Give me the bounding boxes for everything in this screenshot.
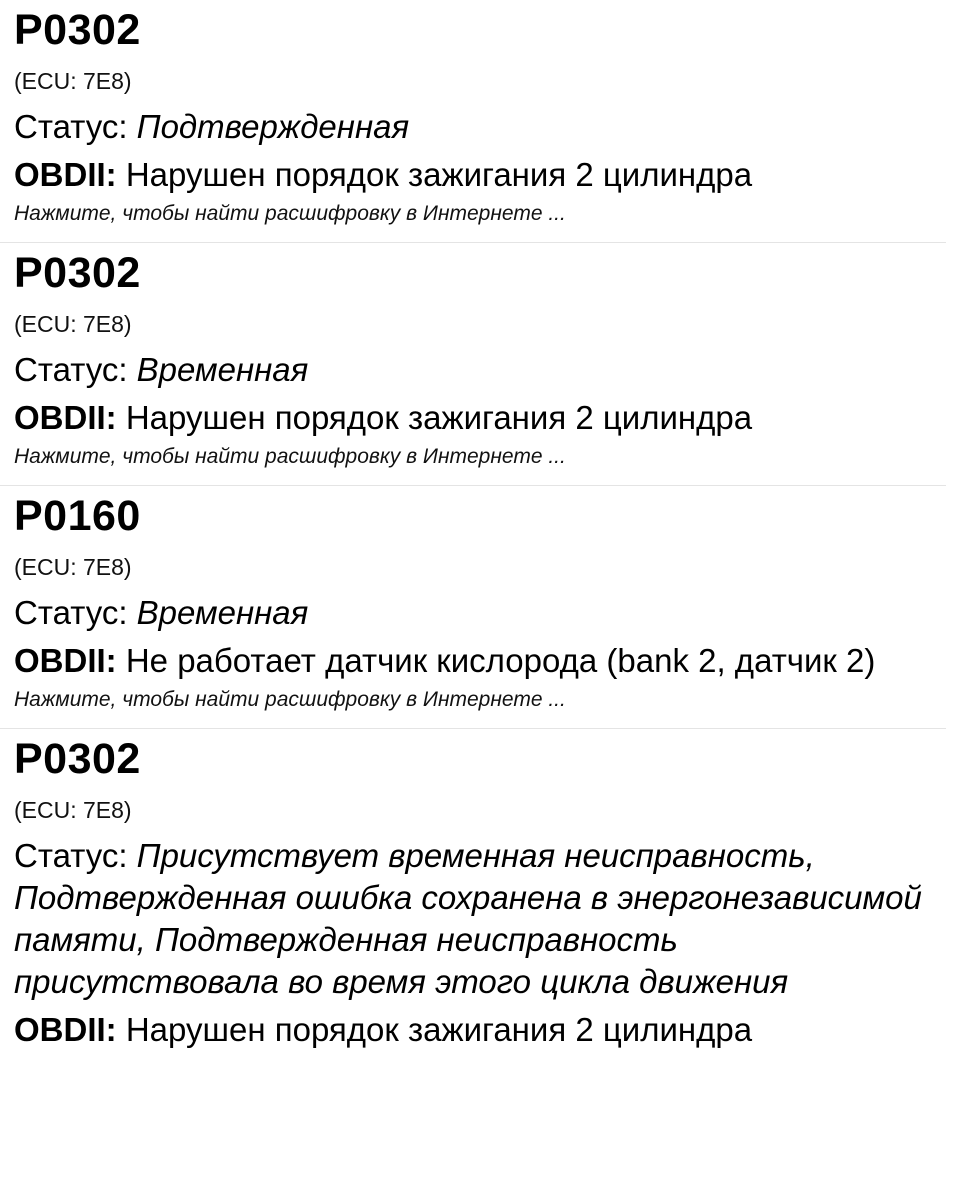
dtc-status-value: Временная xyxy=(136,594,309,631)
dtc-description-prefix: OBDII: xyxy=(14,156,117,193)
dtc-status-label: Статус: xyxy=(14,108,137,145)
dtc-description-prefix: OBDII: xyxy=(14,642,117,679)
dtc-ecu: (ECU: 7E8) xyxy=(14,311,132,337)
dtc-status-value: Присутствует временная неисправность, Подтвержденная ошибка сохранена в энергонезависимой памяти, Подтвержденная неисправность присутствовала во время этого цикла движения xyxy=(14,837,922,1000)
dtc-status-label: Статус: xyxy=(14,837,137,874)
dtc-code: P0302 xyxy=(14,6,141,54)
dtc-description xyxy=(14,154,932,196)
dtc-status-value: Подтвержденная xyxy=(136,108,410,145)
dtc-description-text: Нарушен порядок зажигания 2 цилиндра xyxy=(116,156,753,193)
dtc-description xyxy=(14,640,932,682)
dtc-status xyxy=(14,835,932,1003)
dtc-ecu: (ECU: 7E8) xyxy=(14,68,132,94)
dtc-description-prefix: OBDII: xyxy=(14,1011,117,1048)
dtc-status-label: Статус: xyxy=(14,351,137,388)
dtc-status xyxy=(14,592,932,634)
dtc-item[interactable] xyxy=(0,486,946,729)
dtc-status-value: Временная xyxy=(136,351,309,388)
dtc-item[interactable] xyxy=(0,243,946,486)
dtc-status-label: Статус: xyxy=(14,594,137,631)
dtc-description xyxy=(14,397,932,439)
dtc-code: P0160 xyxy=(14,492,141,540)
dtc-description-prefix: OBDII: xyxy=(14,399,117,436)
dtc-ecu: (ECU: 7E8) xyxy=(14,797,132,823)
dtc-description-text: Нарушен порядок зажигания 2 цилиндра xyxy=(116,1011,753,1048)
dtc-search-hint-link[interactable]: Нажмите, чтобы найти расшифровку в Интернете ... xyxy=(14,445,566,468)
dtc-code: P0302 xyxy=(14,735,141,783)
dtc-status xyxy=(14,106,932,148)
dtc-description-text: Нарушен порядок зажигания 2 цилиндра xyxy=(116,399,753,436)
dtc-ecu: (ECU: 7E8) xyxy=(14,554,132,580)
dtc-search-hint-link[interactable]: Нажмите, чтобы найти расшифровку в Интернете ... xyxy=(14,688,566,711)
dtc-item[interactable] xyxy=(0,0,946,243)
dtc-description xyxy=(14,1009,932,1051)
dtc-status xyxy=(14,349,932,391)
dtc-item[interactable] xyxy=(0,729,946,1051)
dtc-search-hint-link[interactable]: Нажмите, чтобы найти расшифровку в Интернете ... xyxy=(14,202,566,225)
dtc-code: P0302 xyxy=(14,249,141,297)
dtc-description-text: Не работает датчик кислорода (bank 2, датчик 2) xyxy=(116,642,876,679)
